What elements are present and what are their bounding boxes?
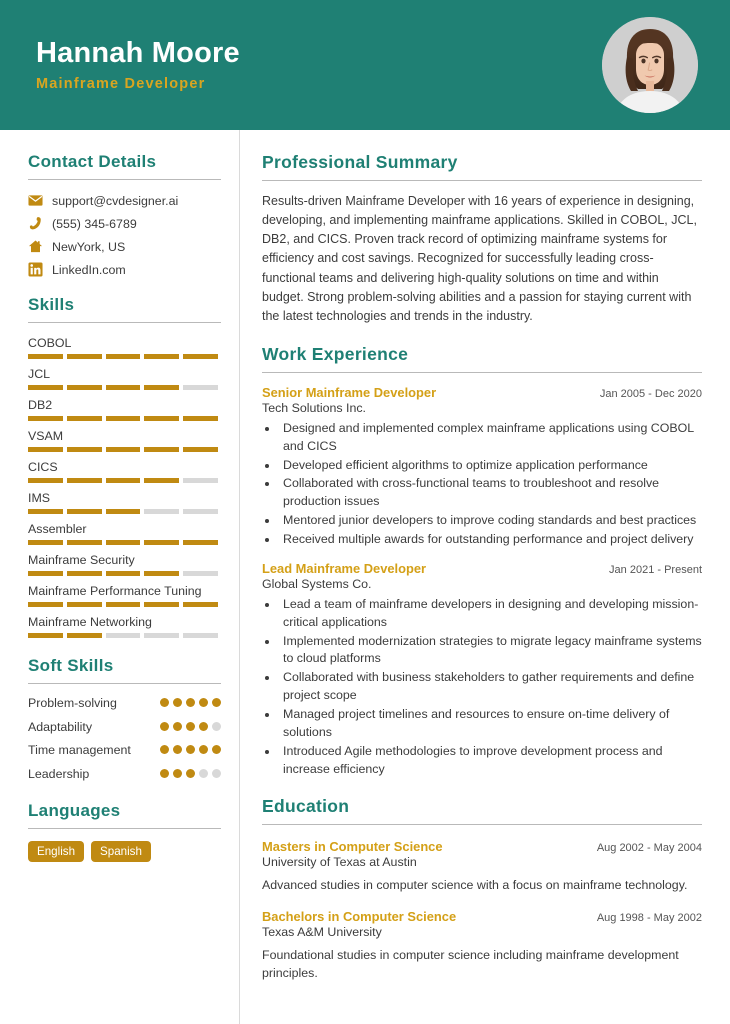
skill-bar-segment bbox=[28, 571, 63, 576]
soft-skill-item bbox=[28, 742, 221, 759]
work-bullet: • Lead a team of mainframe developers in designing and developing mission-critical applications bbox=[279, 596, 702, 632]
work-company: Tech Solutions Inc. bbox=[262, 400, 367, 415]
soft-skill-dot bbox=[186, 769, 195, 778]
skill-bar-segment bbox=[183, 416, 218, 421]
work-bullet-list bbox=[279, 596, 702, 779]
soft-skill-label: Time management bbox=[28, 743, 131, 758]
soft-skill-dot bbox=[186, 745, 195, 754]
language-chip[interactable]: English bbox=[28, 841, 84, 862]
languages-heading: Languages bbox=[28, 800, 121, 820]
soft-skills-section bbox=[28, 656, 221, 783]
contact-phone-text: (555) 345-6789 bbox=[52, 216, 137, 231]
section-divider bbox=[262, 180, 702, 181]
work-bullet: • Implemented modernization strategies to migrate legacy mainframe systems to cloud platforms bbox=[279, 633, 702, 669]
skill-bar-segment bbox=[28, 354, 63, 359]
skill-bar bbox=[28, 509, 218, 514]
education-degree: Bachelors in Computer Science bbox=[262, 909, 457, 925]
skill-bar-segment bbox=[183, 478, 218, 483]
skill-bar-segment bbox=[183, 354, 218, 359]
education-entry-list bbox=[262, 839, 702, 983]
skill-bar-segment bbox=[144, 571, 179, 576]
skill-bar-segment bbox=[144, 416, 179, 421]
section-divider bbox=[262, 372, 702, 373]
skill-bar-segment bbox=[67, 633, 102, 638]
page-title: Hannah Moore bbox=[36, 37, 240, 70]
language-chip[interactable]: Spanish bbox=[91, 841, 151, 862]
profile-photo-icon bbox=[602, 17, 698, 113]
section-divider bbox=[28, 828, 221, 829]
soft-skill-dot bbox=[212, 698, 221, 707]
soft-skill-rating bbox=[160, 766, 221, 778]
skill-bar-segment bbox=[106, 447, 141, 452]
skill-bar-segment bbox=[144, 354, 179, 359]
section-divider bbox=[28, 322, 221, 323]
skill-bar-segment bbox=[106, 571, 141, 576]
skill-bar-segment bbox=[28, 633, 63, 638]
soft-skill-dot bbox=[199, 698, 208, 707]
skill-bar bbox=[28, 540, 218, 545]
contact-section bbox=[28, 152, 221, 277]
linkedin-icon bbox=[28, 262, 43, 277]
work-bullet: • Collaborated with cross-functional teams to troubleshoot and resolve production issues bbox=[279, 475, 702, 511]
work-bullet: • Collaborated with business stakeholders to gather requirements and define project scope bbox=[279, 669, 702, 705]
skill-bar-segment bbox=[183, 633, 218, 638]
education-section bbox=[262, 796, 702, 983]
work-bullet: • Designed and implemented complex mainframe applications using COBOL and CICS bbox=[279, 420, 702, 456]
skill-bar-segment bbox=[67, 447, 102, 452]
skill-bar-segment bbox=[106, 354, 141, 359]
skill-bar-segment bbox=[67, 571, 102, 576]
skill-bar-segment bbox=[106, 602, 141, 607]
work-company: Global Systems Co. bbox=[262, 576, 372, 591]
soft-skill-dot bbox=[173, 698, 182, 707]
skill-label: JCL bbox=[28, 367, 51, 381]
education-date-range: Aug 2002 - May 2004 bbox=[596, 842, 702, 855]
skill-bar-segment bbox=[67, 478, 102, 483]
summary-heading: Professional Summary bbox=[262, 152, 458, 172]
skill-item bbox=[28, 488, 221, 514]
skill-bar bbox=[28, 354, 218, 359]
skill-bar-segment bbox=[183, 540, 218, 545]
education-description: Advanced studies in computer science with a focus on mainframe technology. bbox=[262, 878, 688, 893]
skill-bar bbox=[28, 416, 218, 421]
soft-skills-list bbox=[28, 695, 221, 783]
skill-item bbox=[28, 612, 221, 638]
sidebar bbox=[0, 130, 240, 1024]
work-bullet: • Received multiple awards for outstanding performance and project delivery bbox=[279, 531, 702, 549]
skill-bar-segment bbox=[67, 354, 102, 359]
resume-header bbox=[0, 0, 730, 130]
skill-item bbox=[28, 333, 221, 359]
soft-skill-dot bbox=[173, 769, 182, 778]
skill-bar bbox=[28, 478, 218, 483]
envelope-icon bbox=[28, 193, 43, 208]
education-institution: Texas A&M University bbox=[262, 925, 382, 940]
skill-label: COBOL bbox=[28, 336, 72, 350]
soft-skill-dot bbox=[186, 698, 195, 707]
soft-skill-dot bbox=[160, 698, 169, 707]
work-section bbox=[262, 344, 702, 779]
soft-skill-rating bbox=[160, 695, 221, 707]
skill-bar-segment bbox=[28, 447, 63, 452]
skill-item bbox=[28, 426, 221, 452]
summary-text: Results-driven Mainframe Developer with 16 years of experience in designing, developing, and implementing mainframe applications. Skilled in COBOL, JCL, DB2, and CICS. Proven track record of optimizing mainframe systems for efficiency and cost savings. Recognized for successfully leading cross-functional teams and delivering high-quality solutions on time and within budget. Strong problem-solving abilities and a passion for staying current with the latest technologies and trends in the industry. bbox=[262, 194, 697, 323]
skill-item bbox=[28, 550, 221, 576]
skill-bar-segment bbox=[144, 633, 179, 638]
skill-label: CICS bbox=[28, 460, 58, 474]
skill-item bbox=[28, 395, 221, 421]
skill-bar-segment bbox=[144, 540, 179, 545]
skill-bar-segment bbox=[144, 478, 179, 483]
skill-label: DB2 bbox=[28, 398, 53, 412]
skill-bar-segment bbox=[28, 478, 63, 483]
contact-email-text: support@cvdesigner.ai bbox=[52, 193, 179, 208]
section-divider bbox=[28, 179, 221, 180]
skill-label: Assembler bbox=[28, 522, 87, 536]
soft-skill-label: Problem-solving bbox=[28, 696, 117, 710]
skill-label: IMS bbox=[28, 491, 51, 505]
skills-heading: Skills bbox=[28, 295, 75, 314]
work-job-title: Lead Mainframe Developer bbox=[262, 560, 427, 576]
skill-bar-segment bbox=[183, 571, 218, 576]
soft-skill-rating bbox=[160, 742, 221, 754]
work-date-range: Jan 2021 - Present bbox=[609, 563, 702, 576]
soft-skill-label: Leadership bbox=[28, 767, 90, 782]
skill-bar-segment bbox=[106, 416, 141, 421]
skill-label: VSAM bbox=[28, 429, 64, 443]
education-entry-header bbox=[262, 909, 702, 924]
skill-bar-segment bbox=[183, 602, 218, 607]
education-entry-header bbox=[262, 839, 702, 854]
soft-skills-heading: Soft Skills bbox=[28, 656, 114, 675]
work-entry-list bbox=[262, 385, 702, 779]
skill-bar-segment bbox=[67, 385, 102, 390]
soft-skill-dot bbox=[212, 722, 221, 731]
skill-bar-segment bbox=[183, 447, 218, 452]
work-heading: Work Experience bbox=[262, 343, 409, 364]
skills-list bbox=[28, 333, 221, 638]
main-column bbox=[240, 130, 730, 1024]
skill-item bbox=[28, 457, 221, 483]
work-entry bbox=[262, 561, 702, 779]
contact-heading: Contact Details bbox=[28, 152, 157, 171]
soft-skill-dot bbox=[212, 745, 221, 754]
skill-bar-segment bbox=[28, 540, 63, 545]
soft-skill-dot bbox=[199, 769, 208, 778]
work-bullet: • Introduced Agile methodologies to improve development process and increase efficiency bbox=[279, 743, 702, 779]
phone-icon bbox=[28, 216, 43, 231]
skill-label: Mainframe Networking bbox=[28, 615, 152, 629]
education-description: Foundational studies in computer science including mainframe development principles. bbox=[262, 948, 679, 981]
soft-skill-item bbox=[28, 766, 221, 783]
avatar bbox=[602, 17, 698, 113]
education-degree: Masters in Computer Science bbox=[262, 839, 443, 855]
contact-item-phone[interactable] bbox=[28, 216, 221, 231]
work-bullet: • Developed efficient algorithms to optimize application performance bbox=[279, 457, 702, 475]
resume-body bbox=[0, 130, 730, 1024]
soft-skill-dot bbox=[186, 722, 195, 731]
contact-item-email[interactable] bbox=[28, 193, 221, 208]
skill-bar bbox=[28, 602, 218, 607]
skill-bar-segment bbox=[67, 602, 102, 607]
header-identity bbox=[36, 38, 240, 92]
soft-skill-rating bbox=[160, 719, 221, 731]
soft-skill-dot bbox=[160, 745, 169, 754]
skill-item bbox=[28, 364, 221, 390]
soft-skill-dot bbox=[199, 745, 208, 754]
skill-bar-segment bbox=[28, 385, 63, 390]
contact-location-text: NewYork, US bbox=[52, 239, 126, 254]
section-divider bbox=[262, 824, 702, 825]
languages-list bbox=[28, 841, 221, 862]
skill-label: Mainframe Performance Tuning bbox=[28, 584, 202, 598]
contact-linkedin-text: LinkedIn.com bbox=[52, 262, 126, 277]
skill-bar-segment bbox=[106, 385, 141, 390]
skill-bar-segment bbox=[144, 447, 179, 452]
skill-bar bbox=[28, 633, 218, 638]
skill-bar-segment bbox=[106, 633, 141, 638]
skill-bar-segment bbox=[106, 540, 141, 545]
soft-skill-dot bbox=[173, 745, 182, 754]
skill-bar-segment bbox=[106, 478, 141, 483]
contact-item-linkedin[interactable] bbox=[28, 262, 221, 277]
skill-item bbox=[28, 519, 221, 545]
education-entry bbox=[262, 839, 702, 895]
job-title: Mainframe Developer bbox=[36, 75, 206, 92]
skill-bar-segment bbox=[67, 416, 102, 421]
soft-skill-item bbox=[28, 719, 221, 736]
summary-section bbox=[262, 152, 702, 326]
languages-section bbox=[28, 801, 221, 862]
education-institution: University of Texas at Austin bbox=[262, 855, 417, 870]
skill-bar-segment bbox=[183, 385, 218, 390]
education-date-range: Aug 1998 - May 2002 bbox=[596, 912, 702, 925]
education-heading: Education bbox=[262, 796, 350, 817]
work-date-range: Jan 2005 - Dec 2020 bbox=[599, 387, 702, 400]
skill-bar bbox=[28, 571, 218, 576]
skill-bar-segment bbox=[28, 509, 63, 514]
home-icon bbox=[28, 239, 43, 254]
work-bullet: • Managed project timelines and resources to ensure on-time delivery of solutions bbox=[279, 706, 702, 742]
work-bullet: • Mentored junior developers to improve coding standards and best practices bbox=[279, 512, 702, 530]
soft-skill-label: Adaptability bbox=[28, 719, 93, 734]
work-bullet-list bbox=[279, 420, 702, 549]
work-entry bbox=[262, 385, 702, 549]
soft-skill-dot bbox=[173, 722, 182, 731]
skill-bar-segment bbox=[144, 602, 179, 607]
soft-skill-dot bbox=[199, 722, 208, 731]
soft-skill-dot bbox=[160, 722, 169, 731]
soft-skill-dot bbox=[160, 769, 169, 778]
skill-bar-segment bbox=[67, 509, 102, 514]
soft-skill-item bbox=[28, 695, 221, 712]
section-divider bbox=[28, 683, 221, 684]
skill-bar-segment bbox=[67, 540, 102, 545]
work-job-title: Senior Mainframe Developer bbox=[262, 384, 437, 400]
skill-item bbox=[28, 581, 221, 607]
skill-bar bbox=[28, 385, 218, 390]
skills-section bbox=[28, 295, 221, 638]
skill-bar-segment bbox=[28, 602, 63, 607]
skill-bar-segment bbox=[28, 416, 63, 421]
skill-bar-segment bbox=[144, 509, 179, 514]
contact-list bbox=[28, 193, 221, 277]
skill-label: Mainframe Security bbox=[28, 553, 135, 567]
soft-skill-dot bbox=[212, 769, 221, 778]
skill-bar-segment bbox=[144, 385, 179, 390]
skill-bar-segment bbox=[183, 509, 218, 514]
work-entry-header bbox=[262, 385, 702, 400]
work-entry-header bbox=[262, 561, 702, 576]
contact-item-location[interactable] bbox=[28, 239, 221, 254]
skill-bar-segment bbox=[106, 509, 141, 514]
education-entry bbox=[262, 909, 702, 983]
skill-bar bbox=[28, 447, 218, 452]
